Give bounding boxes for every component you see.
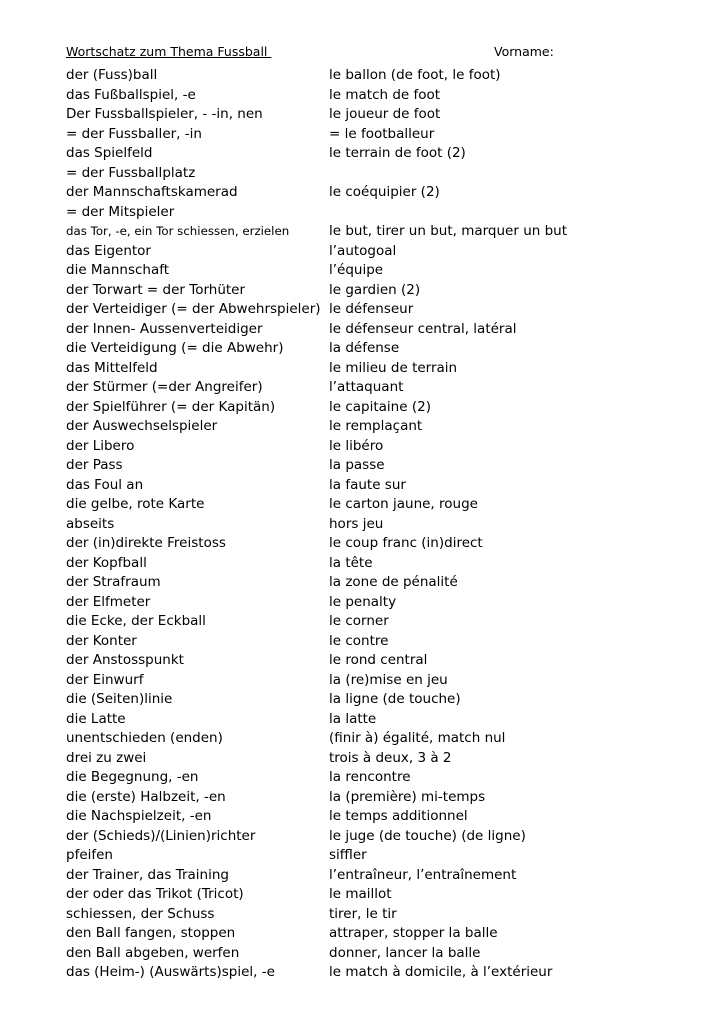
french-term: le remplaçant	[329, 418, 423, 434]
vocab-row	[66, 144, 706, 164]
german-term: die (erste) Halbzeit, -en	[66, 788, 226, 805]
german-term: der Innen- Aussenverteidiger	[66, 320, 263, 337]
german-term: der Stürmer (=der Angreifer)	[66, 379, 263, 395]
german-term: der Spielführer (= der Kapitän)	[66, 398, 276, 415]
french-term: le libéro	[329, 437, 384, 454]
vocab-row	[66, 66, 706, 86]
german-term: das Eigentor	[66, 242, 151, 259]
french-term: l’attaquant	[329, 379, 404, 395]
german-term: die Mannschaft	[66, 262, 170, 278]
vocab-row	[66, 164, 706, 184]
french-term: le juge (de touche) (de ligne)	[329, 827, 526, 844]
vocab-row	[66, 905, 706, 925]
french-term: la ligne (de touche)	[329, 691, 461, 707]
german-term: den Ball fangen, stoppen	[66, 925, 236, 941]
vocab-row	[66, 788, 706, 808]
french-term: le terrain de foot (2)	[329, 145, 466, 161]
german-term: das (Heim-) (Auswärts)spiel, -e	[66, 964, 275, 980]
french-term: donner, lancer la balle	[329, 944, 481, 961]
firstname-label: Vorname:	[494, 44, 554, 59]
german-term: unentschieden (enden)	[66, 730, 223, 746]
german-term: der Elfmeter	[66, 593, 151, 610]
german-term: drei zu zwei	[66, 749, 147, 766]
french-term: la (re)mise en jeu	[329, 671, 448, 688]
german-term: der Kopfball	[66, 554, 147, 571]
french-term: le défenseur	[329, 301, 414, 317]
german-term: der Pass	[66, 457, 123, 473]
german-term: = der Fussballplatz	[66, 164, 196, 181]
french-term: la défense	[329, 340, 400, 356]
german-term: die Latte	[66, 710, 126, 727]
french-term: le match à domicile, à l’extérieur	[329, 964, 553, 980]
german-term: der Verteidiger (= der Abwehrspieler)	[66, 301, 321, 317]
vocab-row	[66, 866, 706, 886]
vocab-row	[66, 846, 706, 866]
french-term: siffler	[329, 847, 367, 863]
german-term: der (Fuss)ball	[66, 67, 158, 83]
french-term: le ballon (de foot, le foot)	[329, 67, 501, 83]
german-term: abseits	[66, 515, 115, 532]
vocab-row	[66, 632, 706, 652]
french-term: le carton jaune, rouge	[329, 496, 478, 512]
vocab-row	[66, 651, 706, 671]
vocab-row	[66, 261, 706, 281]
german-term: die Ecke, der Eckball	[66, 613, 206, 629]
vocab-row	[66, 437, 706, 457]
vocab-row	[66, 710, 706, 730]
german-term: der Mannschaftskamerad	[66, 184, 238, 200]
french-term: le coup franc (in)direct	[329, 535, 483, 551]
french-term: hors jeu	[329, 515, 384, 532]
german-term: das Fußballspiel, -e	[66, 86, 196, 103]
french-term: attraper, stopper la balle	[329, 925, 498, 941]
german-term: der Anstosspunkt	[66, 652, 184, 668]
vocab-row	[66, 963, 706, 983]
german-term: die gelbe, rote Karte	[66, 496, 205, 512]
vocab-row	[66, 671, 706, 691]
vocab-row	[66, 476, 706, 496]
german-term: pfeifen	[66, 847, 113, 863]
german-term: der Trainer, das Training	[66, 866, 229, 883]
french-term: le milieu de terrain	[329, 359, 458, 376]
german-term: das Tor, -e, ein Tor schiessen, erzielen	[66, 224, 290, 238]
vocab-row	[66, 320, 706, 340]
french-term: la faute sur	[329, 476, 406, 493]
german-term: der Torwart = der Torhüter	[66, 281, 246, 298]
vocab-row	[66, 515, 706, 535]
french-term: le rond central	[329, 652, 428, 668]
french-term: trois à deux, 3 à 2	[329, 749, 452, 766]
french-term: le corner	[329, 613, 389, 629]
vocab-row	[66, 125, 706, 145]
french-term: le maillot	[329, 886, 392, 902]
vocab-row	[66, 222, 706, 242]
vocab-row	[66, 281, 706, 301]
french-term: le contre	[329, 632, 389, 649]
french-term: le défenseur central, latéral	[329, 320, 517, 337]
german-term: der Strafraum	[66, 574, 161, 590]
french-term: le match de foot	[329, 86, 441, 103]
french-term: tirer, le tir	[329, 905, 397, 922]
vocab-row	[66, 807, 706, 827]
french-term: le temps additionnel	[329, 808, 468, 824]
french-term: la passe	[329, 457, 385, 473]
german-term: die Nachspielzeit, -en	[66, 808, 212, 824]
german-term: der Einwurf	[66, 671, 144, 688]
vocab-row	[66, 378, 706, 398]
vocab-row	[66, 300, 706, 320]
vocab-row	[66, 944, 706, 964]
french-term: = le footballeur	[329, 125, 435, 142]
german-term: = der Fussballer, -in	[66, 125, 202, 142]
vocab-row	[66, 827, 706, 847]
french-term: la (première) mi-temps	[329, 788, 486, 805]
vocab-row	[66, 339, 706, 359]
german-term: das Mittelfeld	[66, 359, 158, 376]
german-term: der Auswechselspieler	[66, 418, 218, 434]
german-term: die Verteidigung (= die Abwehr)	[66, 340, 284, 356]
french-term: l’autogoal	[329, 242, 397, 259]
vocab-row	[66, 612, 706, 632]
german-term: die (Seiten)linie	[66, 691, 173, 707]
french-term: le capitaine (2)	[329, 398, 431, 415]
german-term: der Libero	[66, 437, 135, 454]
vocab-row	[66, 924, 706, 944]
french-term: le penalty	[329, 593, 397, 610]
vocab-row	[66, 242, 706, 262]
french-term: la latte	[329, 710, 377, 727]
german-term: die Begegnung, -en	[66, 769, 199, 785]
vocab-row	[66, 768, 706, 788]
german-term: das Spielfeld	[66, 145, 153, 161]
german-term: der oder das Trikot (Tricot)	[66, 886, 244, 902]
vocab-row	[66, 573, 706, 593]
german-term: der Konter	[66, 632, 137, 649]
german-term: der (in)direkte Freistoss	[66, 535, 226, 551]
vocab-row	[66, 690, 706, 710]
vocab-row	[66, 203, 706, 223]
vocab-row	[66, 398, 706, 418]
french-term: le joueur de foot	[329, 106, 441, 122]
german-term: = der Mitspieler	[66, 203, 175, 220]
vocab-row	[66, 729, 706, 749]
vocab-row	[66, 554, 706, 574]
french-term: (finir à) égalité, match nul	[329, 730, 506, 746]
worksheet-title: Wortschatz zum Thema Fussball	[66, 44, 272, 59]
french-term: le gardien (2)	[329, 281, 421, 298]
french-term: l’équipe	[329, 262, 384, 278]
german-term: den Ball abgeben, werfen	[66, 944, 240, 961]
vocab-row	[66, 359, 706, 379]
french-term: la zone de pénalité	[329, 574, 458, 590]
german-term: Der Fussballspieler, - -in, nen	[66, 106, 263, 122]
vocabulary-list	[66, 66, 706, 983]
vocab-row	[66, 456, 706, 476]
german-term: der (Schieds)/(Linien)richter	[66, 827, 256, 844]
vocab-row	[66, 183, 706, 203]
vocab-row	[66, 417, 706, 437]
vocab-row	[66, 749, 706, 769]
vocab-row	[66, 105, 706, 125]
french-term: le but, tirer un but, marquer un but	[329, 223, 568, 239]
vocab-row	[66, 495, 706, 515]
vocab-row	[66, 534, 706, 554]
worksheet-header	[66, 44, 666, 62]
vocab-row	[66, 86, 706, 106]
french-term: l’entraîneur, l’entraînement	[329, 866, 517, 883]
german-term: schiessen, der Schuss	[66, 905, 215, 922]
vocab-row	[66, 885, 706, 905]
french-term: la tête	[329, 554, 373, 571]
french-term: la rencontre	[329, 769, 411, 785]
french-term: le coéquipier (2)	[329, 184, 440, 200]
german-term: das Foul an	[66, 476, 144, 493]
vocab-row	[66, 593, 706, 613]
